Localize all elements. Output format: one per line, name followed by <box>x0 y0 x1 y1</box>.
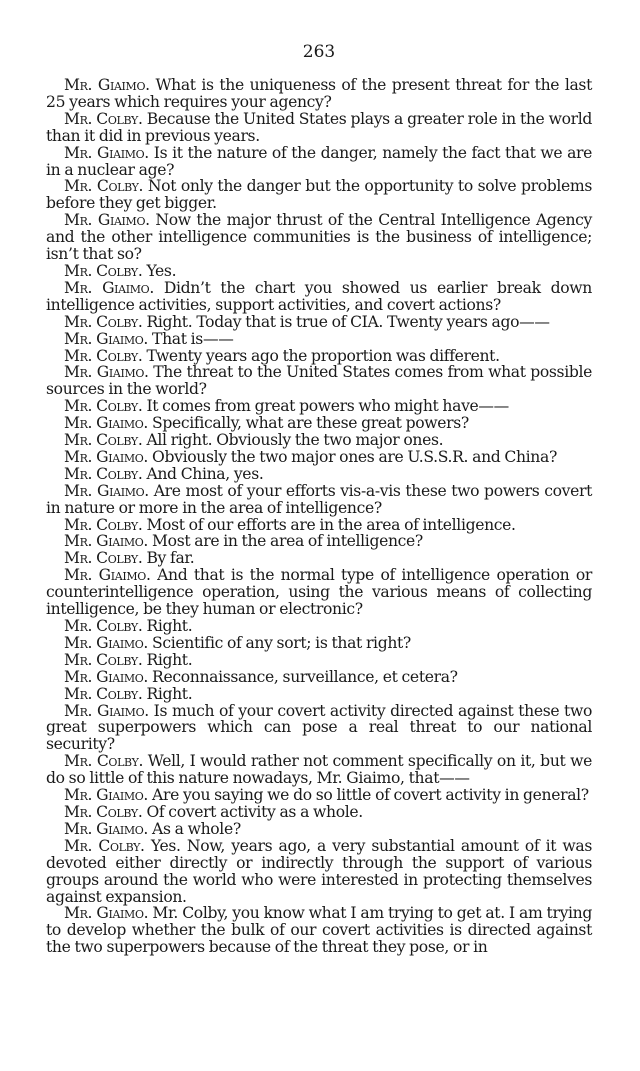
speaker-name: Mr. Colby. <box>64 261 143 280</box>
statement-text: Right. <box>142 684 193 703</box>
transcript-body <box>46 77 592 956</box>
speaker-name: Mr. Giaimo. <box>64 329 149 348</box>
transcript-paragraph <box>46 618 592 635</box>
transcript-paragraph <box>46 567 592 618</box>
transcript-paragraph <box>46 821 592 838</box>
speaker-name: Mr. Giaimo. <box>64 414 149 433</box>
statement-text: What is the uniqueness of the present threat for the last 25 years which requires your agency? <box>46 76 592 111</box>
statement-text: All right. Obviously the two major ones. <box>142 431 444 450</box>
transcript-paragraph <box>46 652 592 669</box>
statement-text: Are you saying we do so little of covert activity in general? <box>148 786 589 805</box>
speaker-name: Mr. Colby. <box>64 684 143 703</box>
speaker-name: Mr. Colby. <box>64 431 143 450</box>
speaker-name: Mr. Giaimo. <box>64 76 150 94</box>
transcript-paragraph <box>46 669 592 686</box>
transcript-paragraph <box>46 838 592 906</box>
statement-text: Didn’t the chart you showed us earlier break down intelligence activities, support activities, and covert actions? <box>46 278 592 314</box>
transcript-paragraph <box>46 550 592 567</box>
transcript-paragraph <box>46 280 592 314</box>
speaker-name: Mr. Colby. <box>64 177 144 196</box>
transcript-paragraph <box>46 314 592 331</box>
statement-text: Is it the nature of the danger, namely the fact that we are in a nuclear age? <box>46 143 592 179</box>
statement-text: Scientific of any sort; is that right? <box>148 633 411 652</box>
transcript-paragraph <box>46 364 592 398</box>
speaker-name: Mr. Giaimo. <box>64 278 154 297</box>
statement-text: The threat to the United States comes from what possible sources in the world? <box>46 363 592 399</box>
transcript-paragraph <box>46 533 592 550</box>
speaker-name: Mr. Giaimo. <box>64 211 150 230</box>
transcript-paragraph <box>46 331 592 348</box>
transcript-paragraph <box>46 483 592 517</box>
statement-text: Most are in the area of intelligence? <box>148 532 423 551</box>
transcript-paragraph <box>46 787 592 804</box>
transcript-paragraph <box>46 703 592 754</box>
statement-text: Right. <box>142 650 193 669</box>
speaker-name: Mr. Colby. <box>64 650 143 669</box>
speaker-name: Mr. Colby. <box>64 464 143 483</box>
speaker-name: Mr. Colby. <box>64 617 143 635</box>
statement-text: Obviously the two major ones are U.S.S.R. and China? <box>148 447 557 466</box>
speaker-name: Mr. Giaimo. <box>64 667 149 686</box>
statement-text: Because the United States plays a greater role in the world than it did in previous years. <box>46 109 592 145</box>
statement-text: Most of our efforts are in the area of intelligence. <box>142 515 516 534</box>
speaker-name: Mr. Colby. <box>64 549 143 568</box>
speaker-name: Mr. Giaimo. <box>64 481 149 500</box>
statement-text: And that is the normal type of intelligence operation or counterintelligence operation, using the various means of collecting intelligence, be they human or electronic? <box>46 566 592 619</box>
statement-text: As a whole? <box>148 819 241 838</box>
transcript-paragraph <box>46 432 592 449</box>
statement-text: Specifically, what are these great powers? <box>148 414 469 433</box>
statement-text: Reconnaissance, surveillance, et cetera? <box>148 667 458 686</box>
speaker-name: Mr. Giaimo. <box>64 701 149 720</box>
transcript-paragraph <box>46 753 592 787</box>
transcript-paragraph <box>46 212 592 263</box>
speaker-name: Mr. Colby. <box>64 752 144 771</box>
statement-text: Is much of your covert activity directed against these two great superpowers which can pose a real threat to our national security? <box>46 701 593 754</box>
statement-text: Now the major thrust of the Central Intelligence Agency and the other intelligence communities is the business of intelligence; isn’t that so? <box>46 211 592 264</box>
statement-text: Yes. Now, years ago, a very substantial amount of it was devoted either directly or indirectly through the support of various groups around the world who were interested in protecting themselves against expansion. <box>46 836 592 906</box>
statement-text: Not only the danger but the opportunity to solve problems before they get bigger. <box>46 177 592 213</box>
speaker-name: Mr. Giaimo. <box>64 904 149 923</box>
transcript-paragraph <box>46 398 592 415</box>
speaker-name: Mr. Colby. <box>64 802 143 821</box>
speaker-name: Mr. Giaimo. <box>64 819 149 838</box>
transcript-paragraph <box>46 686 592 703</box>
statement-text: By far. <box>142 549 195 568</box>
statement-text: Yes. <box>142 261 177 280</box>
speaker-name: Mr. Giaimo. <box>64 532 149 551</box>
statement-text: Right. <box>142 617 193 635</box>
transcript-paragraph <box>46 466 592 483</box>
transcript-paragraph <box>46 804 592 821</box>
statement-text: Right. Today that is true of CIA. Twenty years ago—— <box>142 312 550 331</box>
transcript-paragraph <box>46 635 592 652</box>
statement-text: Well, I would rather not comment specifically on it, but we do so little of this nature nowadays, Mr. Giaimo, that—— <box>46 752 592 788</box>
speaker-name: Mr. Colby. <box>64 346 143 365</box>
speaker-name: Mr. Giaimo. <box>64 633 149 652</box>
transcript-paragraph <box>46 449 592 466</box>
transcript-paragraph <box>46 348 592 365</box>
statement-text: Twenty years ago the proportion was different. <box>142 346 500 365</box>
speaker-name: Mr. Colby. <box>64 836 145 855</box>
statement-text: And China, yes. <box>142 464 264 483</box>
transcript-paragraph <box>46 905 592 956</box>
transcript-paragraph <box>46 263 592 280</box>
page-number: 263 <box>302 42 336 62</box>
transcript-paragraph <box>46 145 592 179</box>
transcript-paragraph <box>46 77 592 111</box>
transcript-paragraph <box>46 178 592 212</box>
transcript-paragraph <box>46 415 592 432</box>
speaker-name: Mr. Colby. <box>64 515 143 534</box>
statement-text: Mr. Colby, you know what I am trying to get at. I am trying to develop whether the bulk of our covert activities is directed against the two superpowers because of the threat they pose, or in <box>46 904 593 957</box>
speaker-name: Mr. Giaimo. <box>64 363 149 382</box>
speaker-name: Mr. Colby. <box>64 312 143 331</box>
statement-text: That is—— <box>148 329 234 348</box>
transcript-paragraph <box>46 517 592 534</box>
speaker-name: Mr. Giaimo. <box>64 447 149 466</box>
speaker-name: Mr. Colby. <box>64 397 143 416</box>
speaker-name: Mr. Colby. <box>64 109 143 128</box>
speaker-name: Mr. Giaimo. <box>64 143 149 162</box>
transcript-paragraph <box>46 111 592 145</box>
speaker-name: Mr. Giaimo. <box>64 786 149 805</box>
statement-text: It comes from great powers who might have—— <box>142 397 509 416</box>
statement-text: Of covert activity as a whole. <box>142 802 363 821</box>
statement-text: Are most of your efforts vis-a-vis these two powers covert in nature or more in the area of intelligence? <box>46 481 593 517</box>
speaker-name: Mr. Giaimo. <box>64 566 151 585</box>
